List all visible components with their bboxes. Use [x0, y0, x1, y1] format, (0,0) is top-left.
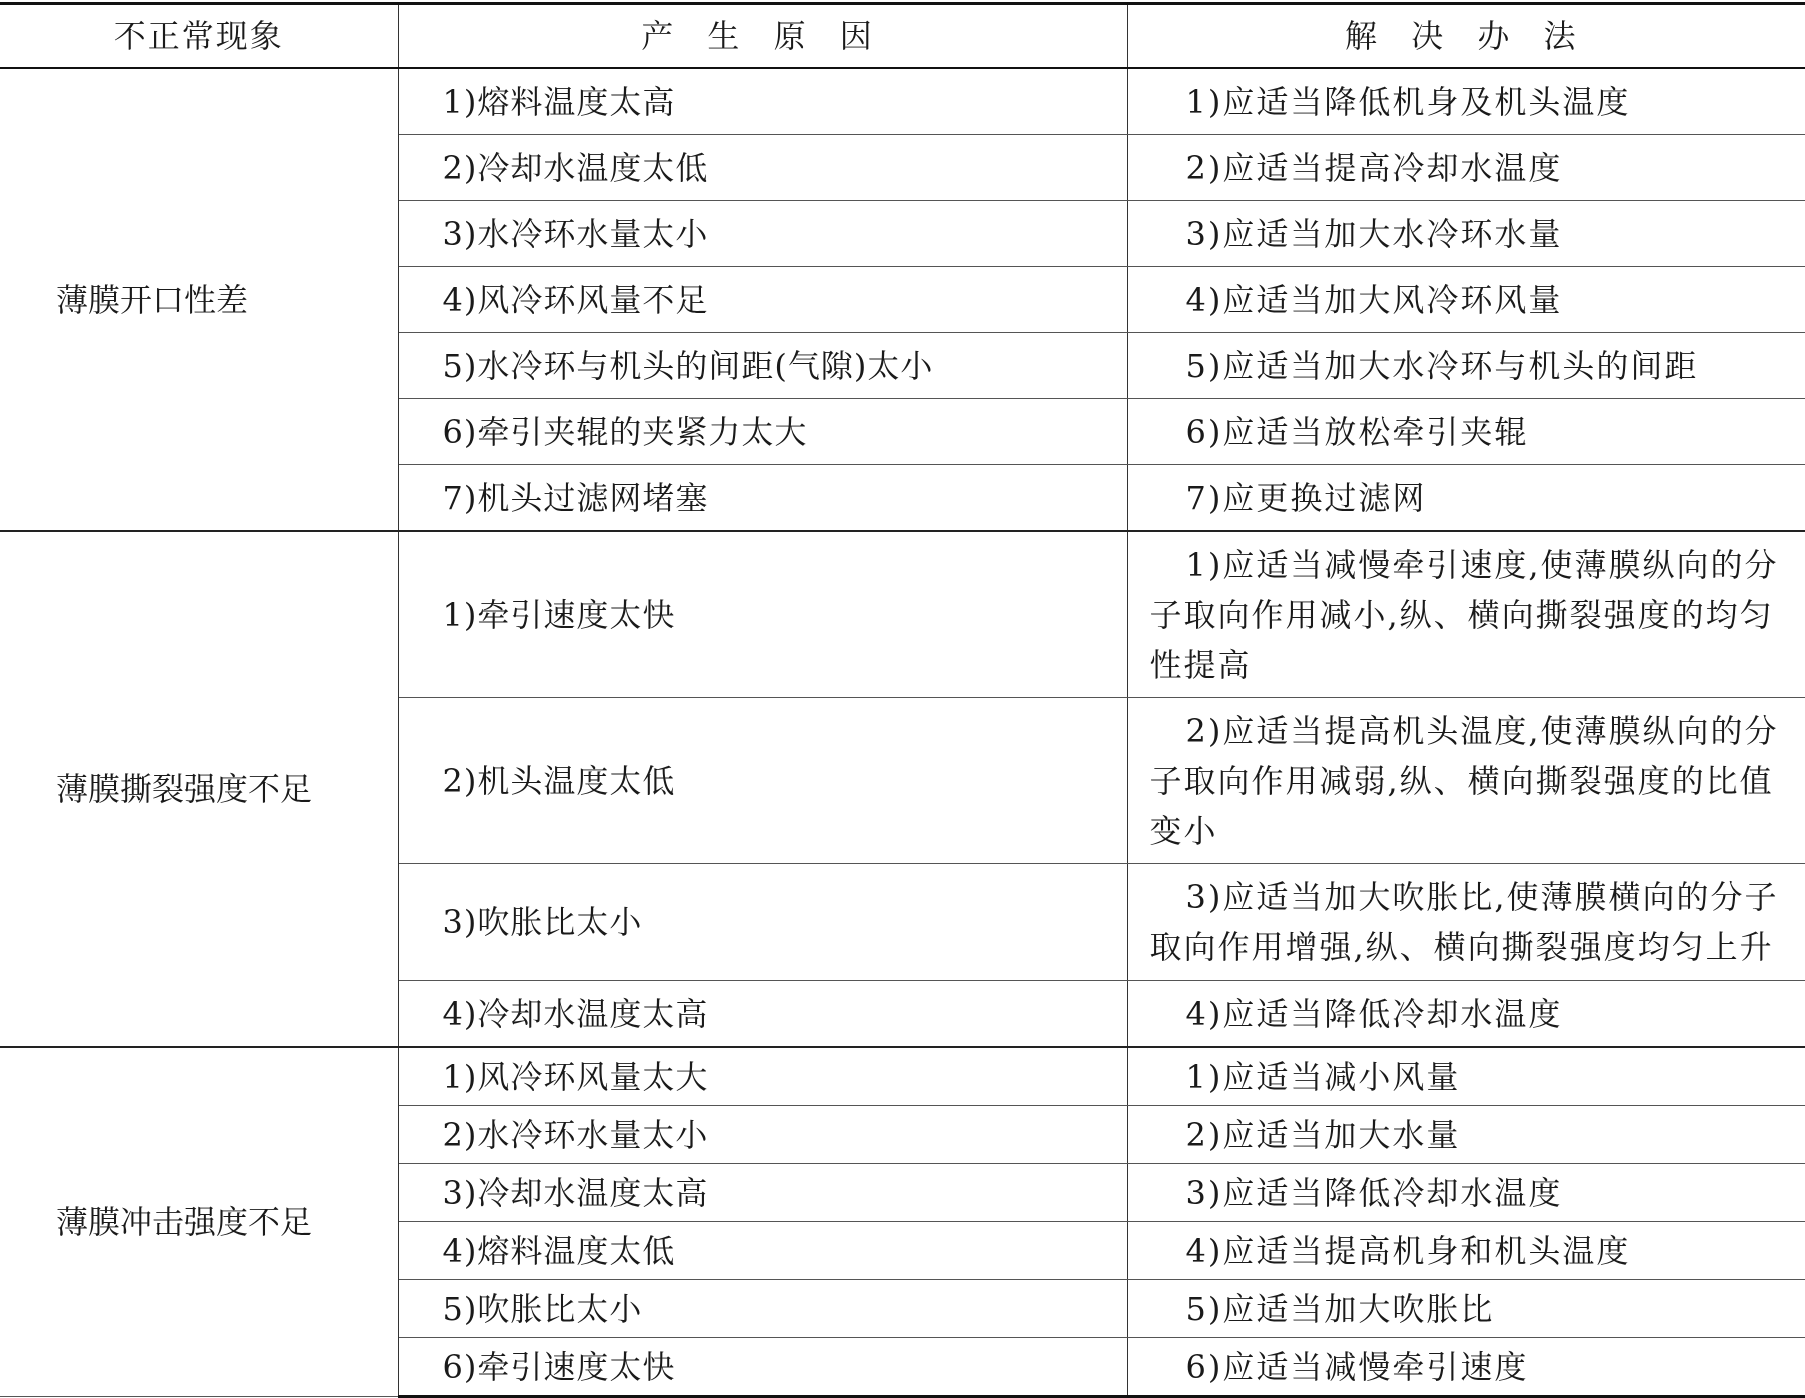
fix-text: 3)应适当加大吹胀比,使薄膜横向的分子取向作用增强,纵、横向撕裂强度均匀上升: [1149, 878, 1779, 966]
fix-text: 3)应适当降低冷却水温度: [1185, 1173, 1563, 1212]
fix-cell: [1127, 1280, 1805, 1338]
cause-text: 5)水冷环与机头的间距(气隙)太小: [442, 346, 934, 385]
cause-text: 1)牵引速度太快: [442, 595, 676, 634]
fix-cell: [1127, 267, 1805, 333]
fix-cell: [1127, 68, 1805, 135]
cause-text: 2)冷却水温度太低: [442, 148, 709, 187]
fix-text: 6)应适当减慢牵引速度: [1185, 1347, 1529, 1386]
fix-cell: [1127, 698, 1805, 864]
cause-cell: [398, 1106, 1127, 1164]
table-row: [0, 68, 1805, 135]
cause-cell: [398, 1222, 1127, 1280]
fix-cell: [1127, 333, 1805, 399]
fix-cell: [1127, 465, 1805, 532]
symptom-cell: 薄膜撕裂强度不足: [0, 531, 398, 1047]
fix-cell: [1127, 399, 1805, 465]
fix-text: 4)应适当降低冷却水温度: [1185, 994, 1563, 1033]
fix-cell: [1127, 531, 1805, 698]
cause-text: 4)冷却水温度太高: [442, 994, 709, 1033]
troubleshooting-table: [0, 2, 1805, 1398]
fix-cell: [1127, 1106, 1805, 1164]
fix-cell: [1127, 1338, 1805, 1397]
cause-text: 5)吹胀比太小: [442, 1289, 643, 1328]
fix-text: 5)应适当加大水冷环与机头的间距: [1185, 346, 1699, 385]
cause-cell: [398, 1280, 1127, 1338]
cause-cell: [398, 135, 1127, 201]
fix-text: 4)应适当加大风冷环风量: [1185, 280, 1563, 319]
cause-cell: [398, 267, 1127, 333]
fix-text: 2)应适当加大水量: [1185, 1115, 1461, 1154]
cause-text: 6)牵引夹辊的夹紧力太大: [442, 412, 808, 451]
cause-cell: [398, 201, 1127, 267]
fix-text: 2)应适当提高冷却水温度: [1185, 148, 1563, 187]
fix-text: 1)应适当减慢牵引速度,使薄膜纵向的分子取向作用减小,纵、横向撕裂强度的均匀性提高: [1149, 545, 1779, 684]
table-row: [0, 531, 1805, 698]
cause-cell: [398, 1164, 1127, 1222]
cause-cell: [398, 864, 1127, 981]
fix-text: 2)应适当提高机头温度,使薄膜纵向的分子取向作用减弱,纵、横向撕裂强度的比值变小: [1149, 711, 1779, 850]
fix-text: 1)应适当降低机身及机头温度: [1185, 82, 1631, 121]
fix-text: 6)应适当放松牵引夹辊: [1185, 412, 1529, 451]
cause-cell: [398, 333, 1127, 399]
group-open-poor: [0, 68, 1805, 531]
cause-text: 2)水冷环水量太小: [442, 1115, 709, 1154]
fix-text: 5)应适当加大吹胀比: [1185, 1289, 1495, 1328]
group-impact-strength: [0, 1047, 1805, 1397]
fix-cell: [1127, 1222, 1805, 1280]
cause-text: 3)水冷环水量太小: [442, 214, 709, 253]
fix-text: 1)应适当减小风量: [1185, 1057, 1461, 1096]
symptom-cell: 薄膜开口性差: [0, 68, 398, 531]
cause-cell: [398, 698, 1127, 864]
fix-cell: [1127, 135, 1805, 201]
cause-text: 1)熔料温度太高: [442, 82, 676, 121]
cause-text: 4)风冷环风量不足: [442, 280, 709, 319]
fix-cell: [1127, 1164, 1805, 1222]
header-cause: 产 生 原 因: [398, 4, 1127, 69]
cause-cell: [398, 531, 1127, 698]
fix-cell: [1127, 981, 1805, 1048]
cause-cell: [398, 399, 1127, 465]
cause-text: 7)机头过滤网堵塞: [442, 478, 709, 517]
cause-cell: [398, 465, 1127, 532]
symptom-cell: 薄膜冲击强度不足: [0, 1047, 398, 1397]
table-header: [0, 4, 1805, 69]
header-row: [0, 4, 1805, 69]
fix-cell: [1127, 1047, 1805, 1106]
fix-text: 3)应适当加大水冷环水量: [1185, 214, 1563, 253]
cause-cell: [398, 1338, 1127, 1397]
fix-text: 4)应适当提高机身和机头温度: [1185, 1231, 1631, 1270]
cause-text: 4)熔料温度太低: [442, 1231, 676, 1270]
cause-cell: [398, 981, 1127, 1048]
cause-text: 2)机头温度太低: [442, 761, 676, 800]
cause-text: 3)冷却水温度太高: [442, 1173, 709, 1212]
header-symptom: 不正常现象: [0, 4, 398, 69]
cause-text: 6)牵引速度太快: [442, 1347, 676, 1386]
header-fix: 解 决 办 法: [1127, 4, 1805, 69]
table-row: [0, 1047, 1805, 1106]
fix-cell: [1127, 864, 1805, 981]
fix-text: 7)应更换过滤网: [1185, 478, 1427, 517]
cause-cell: [398, 68, 1127, 135]
cause-cell: [398, 1047, 1127, 1106]
cause-text: 1)风冷环风量太大: [442, 1057, 709, 1096]
fix-cell: [1127, 201, 1805, 267]
cause-text: 3)吹胀比太小: [442, 903, 643, 941]
group-tear-strength: [0, 531, 1805, 1047]
